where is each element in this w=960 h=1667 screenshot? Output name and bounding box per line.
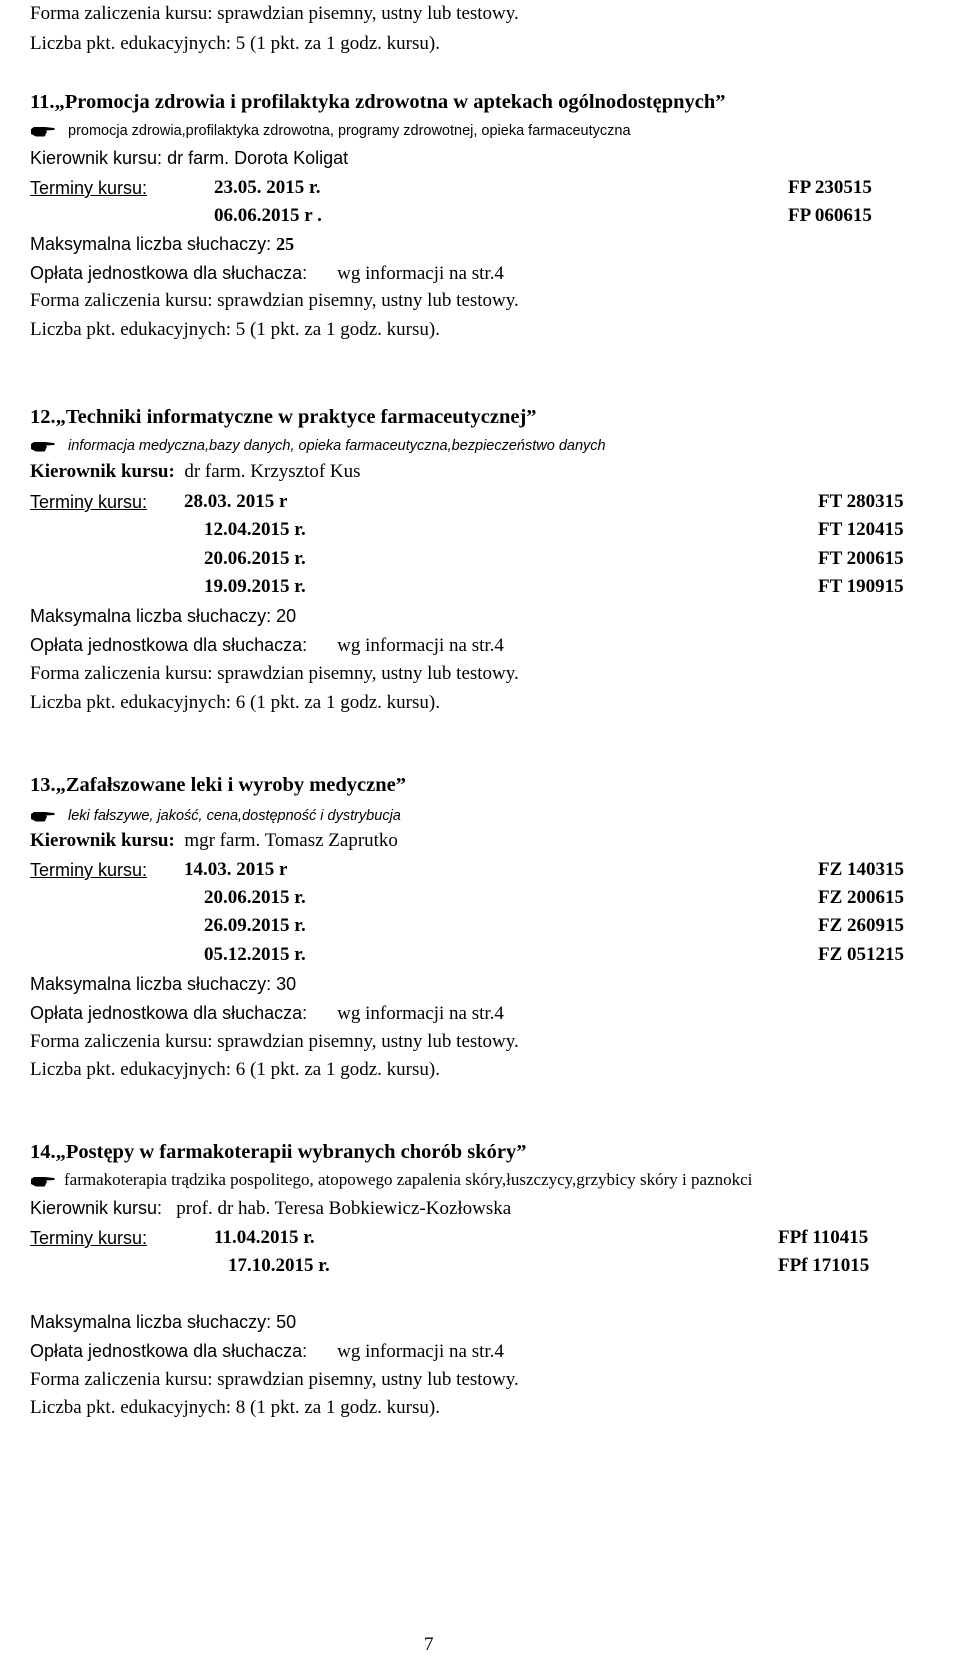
course-13-code-2: FZ 200615	[818, 887, 905, 908]
pointing-hand-icon	[30, 809, 56, 823]
course-12-date-2: 12.04.2015 r.	[204, 519, 306, 540]
prev-forma: Forma zaliczenia kursu: sprawdzian pisemny, ustny lub testowy.	[30, 3, 519, 24]
course-title: „Promocja zdrowia i profilaktyka zdrowotna w aptekach ogólnodostępnych”	[54, 91, 726, 113]
course-12-forma: Forma zaliczenia kursu: sprawdzian pisemny, ustny lub testowy.	[30, 663, 519, 684]
course-13-liczba: Liczba pkt. edukacyjnych: 6 (1 pkt. za 1 godz. kursu).	[30, 1059, 440, 1080]
course-13-term-row-1: Terminy kursu:	[30, 860, 148, 880]
course-12-date-4: 19.09.2015 r.	[204, 576, 306, 597]
course-11-max: Maksymalna liczba słuchaczy: 25	[30, 234, 295, 254]
course-14-liczba: Liczba pkt. edukacyjnych: 8 (1 pkt. za 1 godz. kursu).	[30, 1397, 440, 1418]
course-13-manager: Kierownik kursu: mgr farm. Tomasz Zaprutko	[30, 830, 398, 851]
course-13-forma: Forma zaliczenia kursu: sprawdzian pisemny, ustny lub testowy.	[30, 1031, 519, 1052]
course-14-fee: Opłata jednostkowa dla słuchacza: wg informacji na str.4	[30, 1341, 504, 1362]
course-14-date-2: 17.10.2015 r.	[228, 1255, 330, 1276]
course-11-code-1: FP 230515	[788, 177, 872, 198]
course-11-liczba: Liczba pkt. edukacyjnych: 5 (1 pkt. za 1 godz. kursu).	[30, 319, 440, 340]
course-13-date-1: 14.03. 2015 r	[184, 859, 288, 880]
course-number: 11.	[30, 91, 55, 113]
course-12-code-4: FT 190915	[818, 576, 904, 597]
course-12-topics-line: informacja medyczna,bazy danych, opieka farmaceutyczna,bezpieczeństwo danych	[30, 433, 606, 458]
course-13-code-3: FZ 260915	[818, 915, 905, 936]
course-12-max: Maksymalna liczba słuchaczy: 20	[30, 606, 297, 626]
course-13-date-2: 20.06.2015 r.	[204, 887, 306, 908]
date: 23.05. 2015 r.	[214, 177, 321, 198]
course-12-code-3: FT 200615	[818, 548, 904, 569]
term-label: Terminy kursu:	[30, 178, 148, 198]
course-12-code-1: FT 280315	[818, 491, 904, 512]
course-13-heading: 13.„Zafałszowane leki i wyroby medyczne”	[30, 774, 406, 796]
course-12-code-2: FT 120415	[818, 519, 904, 540]
course-11-fee: Opłata jednostkowa dla słuchacza: wg informacji na str.4	[30, 263, 504, 284]
course-12-date-3: 20.06.2015 r.	[204, 548, 306, 569]
course-13-topics-line: leki fałszywe, jakość, cena,dostępność i dystrybucja	[30, 803, 401, 828]
course-topics: promocja zdrowia,profilaktyka zdrowotna, programy zdrowotnej, opieka farmaceutyczna	[68, 123, 631, 139]
course-13-date-3: 26.09.2015 r.	[204, 915, 306, 936]
course-13-code-4: FZ 051215	[818, 944, 905, 965]
course-14-heading: 14.„Postępy w farmakoterapii wybranych chorób skóry”	[30, 1141, 527, 1163]
course-11-code-2: FP 060615	[788, 205, 872, 226]
prev-liczba: Liczba pkt. edukacyjnych: 5 (1 pkt. za 1 godz. kursu).	[30, 33, 440, 54]
course-11-manager: Kierownik kursu: dr farm. Dorota Koligat	[30, 148, 349, 168]
course-14-code-1: FPf 110415	[778, 1227, 869, 1248]
course-14-term-row-1: Terminy kursu:	[30, 1228, 148, 1248]
pointing-hand-icon	[30, 1174, 56, 1188]
course-14-date-1: 11.04.2015 r.	[214, 1227, 315, 1248]
course-12-fee: Opłata jednostkowa dla słuchacza: wg informacji na str.4	[30, 635, 504, 656]
course-14-max: Maksymalna liczba słuchaczy: 50	[30, 1312, 297, 1332]
pointing-hand-icon	[30, 124, 56, 138]
course-11-heading	[30, 90, 726, 114]
page-number: 7	[424, 1634, 434, 1655]
course-14-forma: Forma zaliczenia kursu: sprawdzian pisemny, ustny lub testowy.	[30, 1369, 519, 1390]
course-11-topics-line	[30, 118, 631, 143]
course-14-topics-line: farmakoterapia trądzika pospolitego, atopowego zapalenia skóry,łuszczycy,grzybicy skóry i paznokci	[30, 1168, 752, 1192]
course-12-date-1: 28.03. 2015 r	[184, 491, 288, 512]
pointing-hand-icon	[30, 439, 56, 453]
course-11-date-2: 06.06.2015 r .	[214, 205, 322, 226]
course-13-code-1: FZ 140315	[818, 859, 905, 880]
course-14-code-2: FPf 171015	[778, 1255, 870, 1276]
course-11-term-row-1	[30, 176, 321, 201]
course-12-term-row-1: Terminy kursu:	[30, 492, 148, 512]
course-13-fee: Opłata jednostkowa dla słuchacza: wg informacji na str.4	[30, 1003, 504, 1024]
course-13-max: Maksymalna liczba słuchaczy: 30	[30, 974, 297, 994]
course-12-liczba: Liczba pkt. edukacyjnych: 6 (1 pkt. za 1 godz. kursu).	[30, 692, 440, 713]
course-14-manager: Kierownik kursu: prof. dr hab. Teresa Bobkiewicz-Kozłowska	[30, 1198, 512, 1219]
course-12-manager: Kierownik kursu: dr farm. Krzysztof Kus	[30, 461, 361, 482]
course-12-heading: 12.„Techniki informatyczne w praktyce farmaceutycznej”	[30, 406, 537, 428]
course-11-forma: Forma zaliczenia kursu: sprawdzian pisemny, ustny lub testowy.	[30, 290, 519, 311]
course-13-date-4: 05.12.2015 r.	[204, 944, 306, 965]
